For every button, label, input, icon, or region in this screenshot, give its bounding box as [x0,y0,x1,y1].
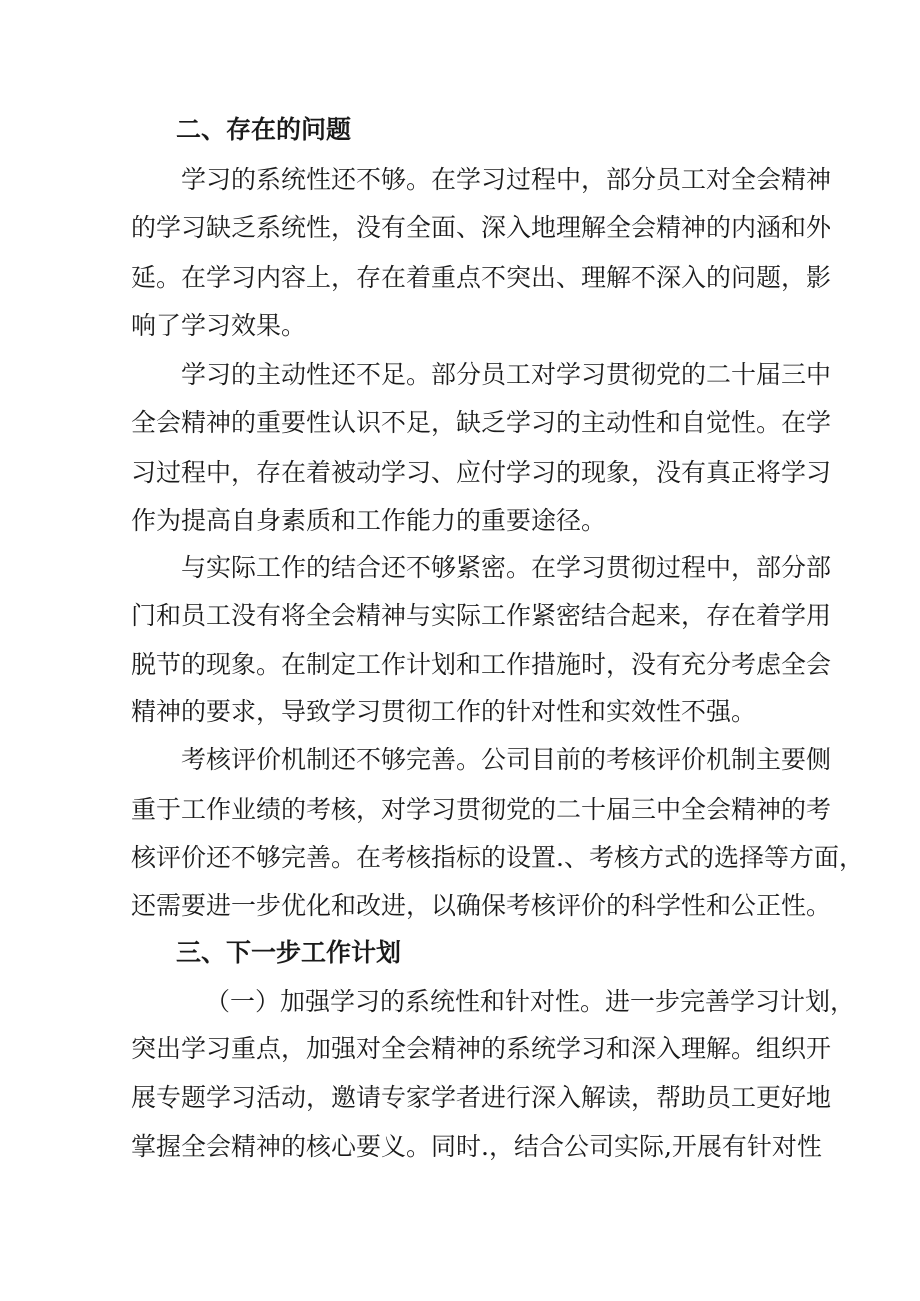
paragraph-line: 响了学习效果。 [131,311,307,340]
paragraph-line: 重于工作业绩的考核，对学习贯彻党的二十届三中全会精神的考 [131,795,832,824]
paragraph-line: （一）加强学习的系统性和针对性。进一步完善学习计划， [205,987,856,1016]
paragraph-line: 展专题学习活动，邀请专家学者进行深入解读，帮助员工更好地 [131,1083,832,1112]
paragraph-line: 延。在学习内容上，存在着重点不突出、理解不深入的问题，影 [131,263,832,292]
paragraph-line: 脱节的现象。在制定工作计划和工作措施时，没有充分考虑全会 [131,650,832,679]
section-heading-problems: 二、存在的问题 [176,115,352,144]
paragraph-line: 考核评价机制还不够完善。公司目前的考核评价机制主要侧 [181,745,832,774]
paragraph-line: 还需要进一步优化和改进，以确保考核评价的科学性和公正性。 [131,891,832,920]
paragraph-line: 与实际工作的结合还不够紧密。在学习贯彻过程中，部分部 [181,553,832,582]
paragraph-line: 掌握全会精神的核心要义。同时.，结合公司实际,开展有针对性 [131,1132,822,1161]
paragraph-line: 学习的系统性还不够。在学习过程中，部分员工对全会精神 [181,165,832,194]
paragraph-line: 习过程中，存在着被动学习、应付学习的现象，没有真正将学习 [131,458,832,487]
paragraph-line: 突出学习重点，加强对全会精神的系统学习和深入理解。组织开 [131,1034,832,1063]
paragraph-line: 学习的主动性还不足。部分员工对学习贯彻党的二十届三中 [181,360,832,389]
paragraph-line: 门和员工没有将全会精神与实际工作紧密结合起来，存在着学用 [131,601,832,630]
paragraph-line: 精神的要求，导致学习贯彻工作的针对性和实效性不强。 [131,697,757,726]
section-heading-next-steps: 三、下一步工作计划 [176,938,402,967]
paragraph-line: 全会精神的重要性认识不足，缺乏学习的主动性和自觉性。在学 [131,408,832,437]
paragraph-line: 的学习缺乏系统性，没有全面、深入地理解全会精神的内涵和外 [131,213,832,242]
paragraph-line: 作为提高自身素质和工作能力的重要途径。 [131,506,607,535]
paragraph-line: 核评价还不够完善。在考核指标的设置.、考核方式的选择等方面， [131,843,864,872]
